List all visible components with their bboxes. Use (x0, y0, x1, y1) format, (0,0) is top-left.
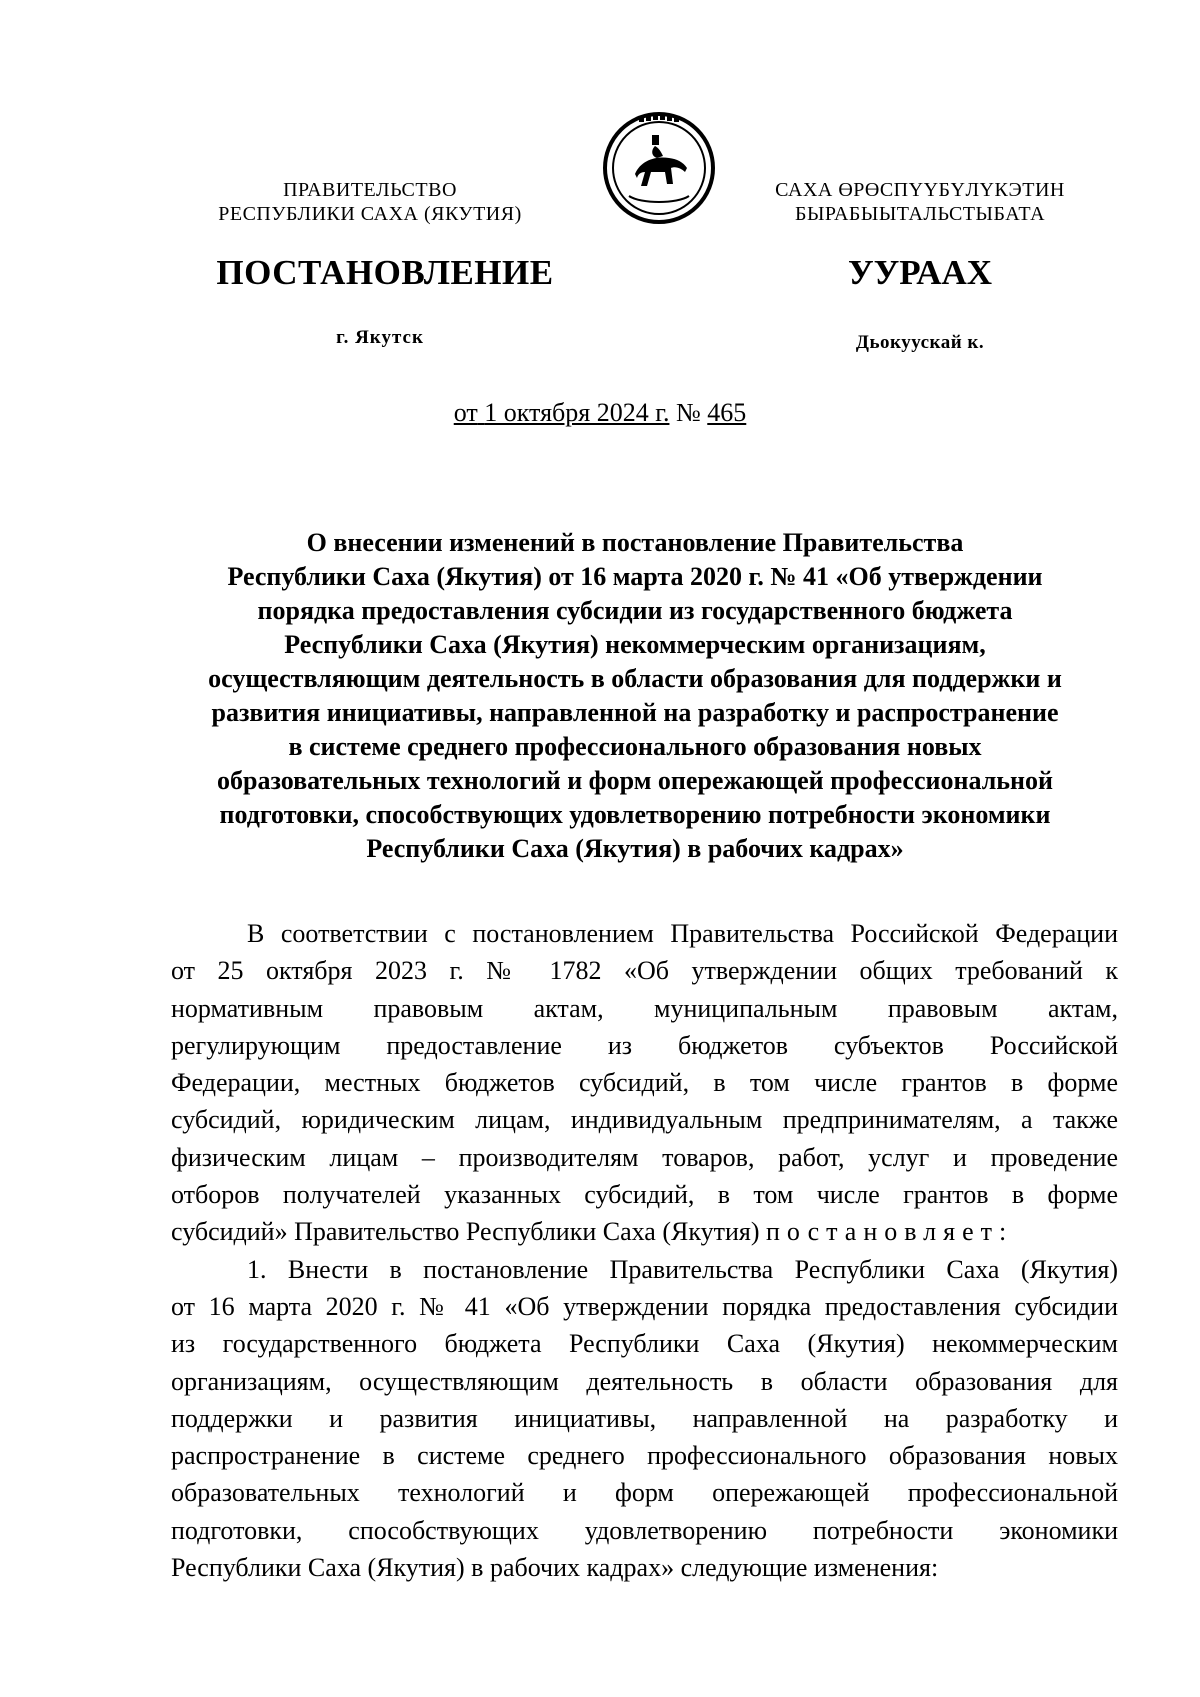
heading-line: в системе среднего профессионального образования новых (288, 732, 982, 761)
document-type-sakha: УУРААХ (847, 253, 993, 292)
body-line: распространение в системе среднего профессионального образования новых (171, 1441, 1118, 1471)
heading-line: Республики Саха (Якутия) некоммерческим организациям, (284, 630, 986, 659)
heading-line: развития инициативы, направленной на разработку и распространение (211, 698, 1059, 727)
body-line: регулирующим предоставление из бюджетов субъектов Российской (171, 1030, 1118, 1060)
heading-line: Республики Саха (Якутия) от 16 марта 2020 г. № 41 «Об утверждении (227, 562, 1043, 591)
heading-line: образовательных технологий и форм опережающей профессиональной (217, 766, 1053, 795)
government-name-ru: ПРАВИТЕЛЬСТВО РЕСПУБЛИКИ САХА (ЯКУТИЯ) (218, 179, 522, 225)
coat-of-arms-icon (601, 110, 717, 226)
heading-line: подготовки, способствующих удовлетворению потребности экономики (219, 800, 1051, 829)
document-type-ru: ПОСТАНОВЛЕНИЕ (216, 253, 554, 292)
body-line: образовательных технологий и форм опережающей профессиональной (171, 1478, 1118, 1508)
body-line: субсидий, юридическим лицам, индивидуальным предпринимателям, а также (171, 1105, 1118, 1135)
body-line: В соответствии с постановлением Правительства Российской Федерации (247, 919, 1118, 948)
resolution-word: постановляет: (766, 1217, 1014, 1247)
document-date: 1 октября 2024 г. (484, 398, 670, 427)
heading-line: О внесении изменений в постановление Правительства (306, 528, 964, 557)
city-ru: г. Якутск (336, 327, 424, 348)
body-line: подготовки, способствующих удовлетворению потребности экономики (171, 1515, 1118, 1545)
body-line: из государственного бюджета Республики Саха (Якутия) некоммерческим (171, 1329, 1118, 1359)
document-body (171, 915, 1118, 1586)
government-name-sakha: САХА ӨРӨСПҮҮБҮЛҮКЭТИН БЫРАБЫЫТАЛЬСТЫБАТА (775, 179, 1065, 225)
heading-line: Республики Саха (Якутия) в рабочих кадрах» (366, 834, 904, 863)
body-line: субсидий» Правительство Республики Саха (Якутия) постановляет: (171, 1217, 1014, 1247)
document-heading (160, 526, 1110, 866)
body-line: 1. Внести в постановление Правительства Республики Саха (Якутия) (247, 1254, 1118, 1284)
paragraph-preamble (171, 915, 1118, 1251)
heading-line: осуществляющим деятельность в области образования для поддержки и (208, 664, 1062, 693)
body-line: отборов получателей указанных субсидий, в том числе грантов в форме (171, 1180, 1118, 1210)
city-sakha: Дьокуускай к. (855, 332, 985, 353)
date-and-number: от 1 октября 2024 г. № 465 (453, 398, 747, 427)
body-line: Республики Саха (Якутия) в рабочих кадрах» следующие изменения: (171, 1553, 939, 1583)
paragraph-item-1 (171, 1251, 1118, 1587)
document-number: 465 (707, 398, 747, 427)
body-line: физическим лицам – производителям товаров, работ, услуг и проведение (171, 1142, 1118, 1172)
body-line: нормативным правовым актам, муниципальным правовым актам, (171, 993, 1118, 1023)
body-line: от 16 марта 2020 г. № 41 «Об утверждении порядка предоставления субсидии (171, 1291, 1118, 1321)
body-line: поддержки и развития инициативы, направленной на разработку и (171, 1403, 1118, 1433)
body-line: Федерации, местных бюджетов субсидий, в том числе грантов в форме (171, 1068, 1118, 1098)
body-line: от 25 октября 2023 г. № 1782 «Об утверждении общих требований к (171, 956, 1118, 986)
body-line: организациям, осуществляющим деятельность в области образования для (171, 1366, 1118, 1396)
heading-line: порядка предоставления субсидии из государственного бюджета (257, 596, 1013, 625)
